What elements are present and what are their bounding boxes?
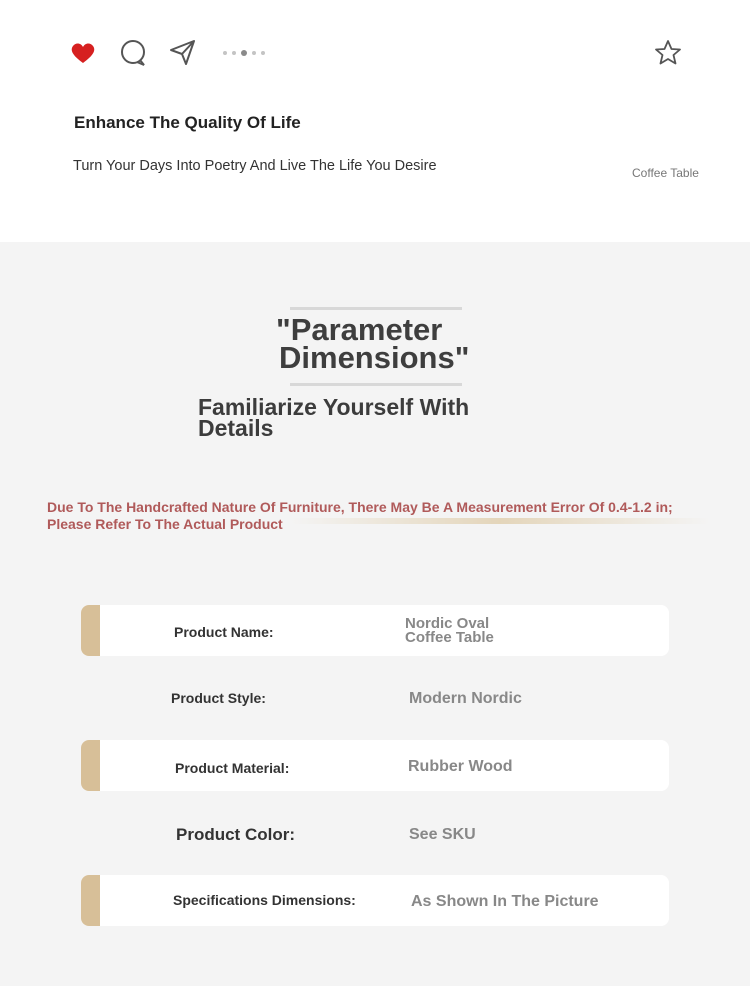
post-title: Enhance The Quality Of Life [74, 113, 301, 132]
page-dot[interactable] [261, 51, 265, 55]
spec-value: As Shown In The Picture [411, 893, 599, 910]
spec-label: Product Name: [174, 624, 274, 640]
star-icon[interactable] [653, 38, 683, 68]
section-title-line2: Dimensions" [279, 340, 470, 375]
spec-row-dimensions [81, 875, 669, 926]
section-title-line1: "Parameter [276, 312, 443, 347]
section-title [276, 312, 476, 375]
spec-value-line1: Nordic Oval [405, 615, 490, 632]
post-header [0, 0, 750, 242]
spec-row-material [81, 740, 669, 791]
page-dot-active[interactable] [241, 50, 247, 56]
spec-value [405, 617, 494, 645]
post-subtitle: Turn Your Days Into Poetry And Live The Life You Desire [73, 158, 437, 174]
title-divider-top [290, 307, 462, 310]
spec-row-color [81, 808, 669, 859]
row-accent [81, 605, 100, 656]
share-icon[interactable] [168, 38, 198, 68]
spec-label: Product Color: [176, 825, 295, 844]
spec-value: See SKU [409, 826, 476, 843]
category-tag[interactable]: Coffee Table [632, 166, 699, 180]
page-dot[interactable] [252, 51, 256, 55]
action-bar [68, 38, 688, 68]
row-accent [81, 740, 100, 791]
page-dot[interactable] [223, 51, 227, 55]
title-divider-bottom [290, 383, 462, 386]
spec-label: Specifications Dimensions: [173, 892, 356, 908]
spec-label: Product Style: [171, 690, 266, 706]
spec-label: Product Material: [175, 760, 290, 776]
measurement-notice: Due To The Handcrafted Nature Of Furniture, There May Be A Measurement Error Of 0.4-1.2 in; Please Refer To The Actual Product [47, 499, 673, 532]
section-subtitle: Familiarize Yourself With Details [198, 394, 470, 441]
spec-value-line2: Coffee Table [405, 629, 494, 646]
page-dot[interactable] [232, 51, 236, 55]
heart-icon[interactable] [68, 38, 98, 68]
pagination-dots[interactable] [223, 49, 270, 57]
spec-value: Rubber Wood [408, 758, 513, 775]
comment-icon[interactable] [118, 38, 148, 68]
spec-row-style [81, 672, 669, 723]
spec-row-name [81, 605, 669, 656]
spec-value: Modern Nordic [409, 690, 522, 707]
row-accent [81, 875, 100, 926]
